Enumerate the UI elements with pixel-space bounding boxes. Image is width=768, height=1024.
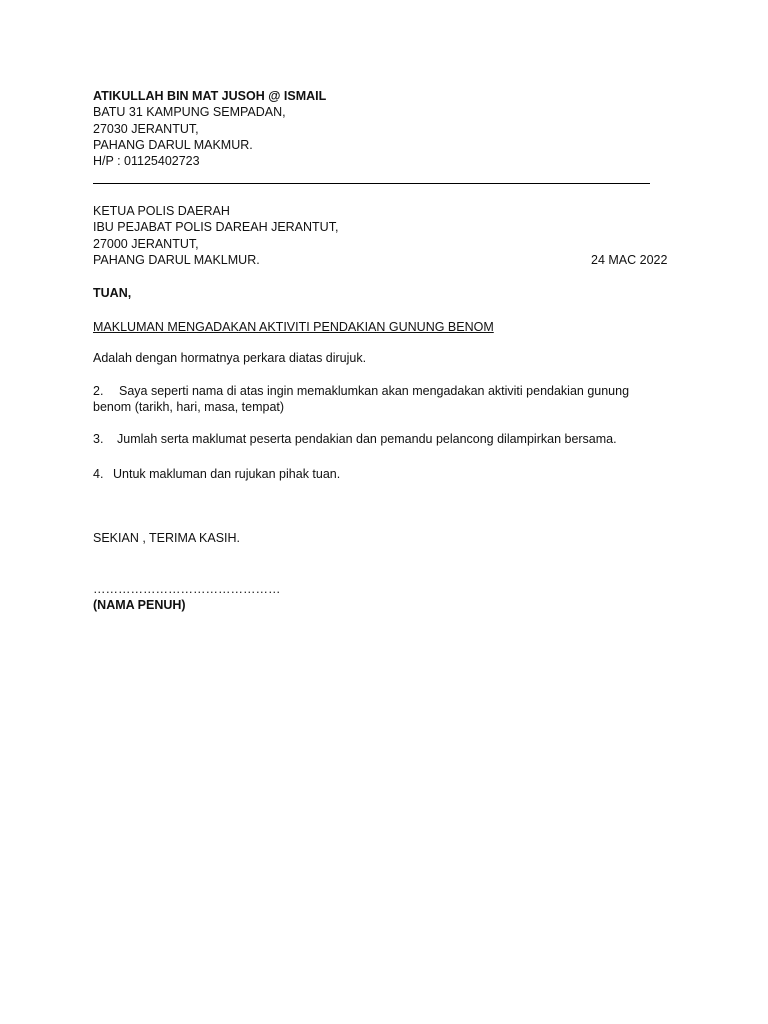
signature-name: (NAMA PENUH) <box>93 598 186 612</box>
recipient-address-line3: PAHANG DARUL MAKLMUR. <box>93 253 260 267</box>
letter-date: 24 MAC 2022 <box>591 253 668 267</box>
opening-sentence: Adalah dengan hormatnya perkara diatas dirujuk. <box>93 351 367 365</box>
sender-address-line3: PAHANG DARUL MAKMUR. <box>93 138 253 152</box>
sender-phone: H/P : 01125402723 <box>93 154 200 168</box>
recipient-title: KETUA POLIS DAERAH <box>93 204 230 218</box>
paragraph-text: Jumlah serta maklumat peserta pendakian dan pemandu pelancong dilampirkan bersama. <box>117 432 617 446</box>
paragraph-number: 2. <box>93 384 104 398</box>
paragraph-3 <box>93 431 653 447</box>
sender-address-line2: 27030 JERANTUT, <box>93 122 199 136</box>
sender-name: ATIKULLAH BIN MAT JUSOH @ ISMAIL <box>93 89 327 103</box>
signature-line: ……………………………………… <box>93 582 281 596</box>
subject-heading: MAKLUMAN MENGADAKAN AKTIVITI PENDAKIAN GUNUNG BENOM <box>93 320 494 334</box>
paragraph-number: 3. <box>93 432 104 446</box>
recipient-address-line2: 27000 JERANTUT, <box>93 237 199 251</box>
paragraph-text: Saya seperti nama di atas ingin memaklumkan akan mengadakan aktiviti pendakian gunung benom (tarikh, hari, masa, tempat) <box>93 384 630 414</box>
sender-address-line1: BATU 31 KAMPUNG SEMPADAN, <box>93 105 286 119</box>
paragraph-text: Untuk makluman dan rujukan pihak tuan. <box>113 467 341 481</box>
closing-remark: SEKIAN , TERIMA KASIH. <box>93 531 241 545</box>
paragraph-4 <box>93 466 653 482</box>
salutation: TUAN, <box>93 286 132 300</box>
paragraph-2 <box>93 383 653 415</box>
header-divider <box>93 183 650 184</box>
paragraph-number: 4. <box>93 467 104 481</box>
recipient-address-line1: IBU PEJABAT POLIS DAREAH JERANTUT, <box>93 220 339 234</box>
